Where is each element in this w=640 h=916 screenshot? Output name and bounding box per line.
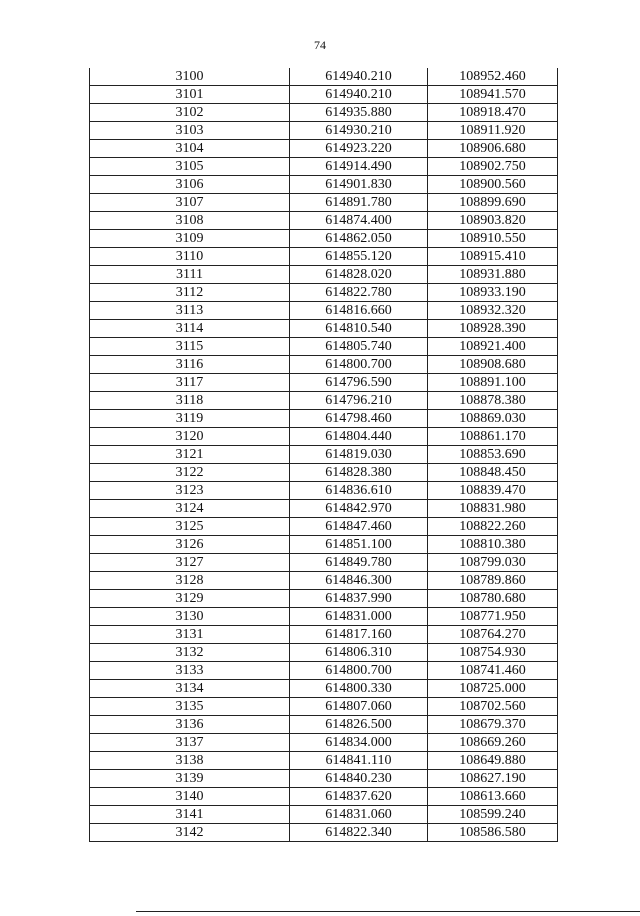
x-coordinate-cell: 614826.500 bbox=[290, 716, 428, 734]
point-number-cell: 3108 bbox=[90, 212, 290, 230]
y-coordinate-cell: 108831.980 bbox=[428, 500, 558, 518]
table-row bbox=[90, 752, 558, 770]
point-number-cell: 3100 bbox=[90, 68, 290, 86]
point-number-cell: 3124 bbox=[90, 500, 290, 518]
x-coordinate-cell: 614822.780 bbox=[290, 284, 428, 302]
x-coordinate-cell: 614796.210 bbox=[290, 392, 428, 410]
y-coordinate-cell: 108861.170 bbox=[428, 428, 558, 446]
y-coordinate-cell: 108702.560 bbox=[428, 698, 558, 716]
point-number-cell: 3106 bbox=[90, 176, 290, 194]
point-number-cell: 3111 bbox=[90, 266, 290, 284]
point-number-cell: 3105 bbox=[90, 158, 290, 176]
x-coordinate-cell: 614855.120 bbox=[290, 248, 428, 266]
x-coordinate-cell: 614840.230 bbox=[290, 770, 428, 788]
table-row bbox=[90, 392, 558, 410]
point-number-cell: 3130 bbox=[90, 608, 290, 626]
table-row bbox=[90, 770, 558, 788]
point-number-cell: 3139 bbox=[90, 770, 290, 788]
x-coordinate-cell: 614923.220 bbox=[290, 140, 428, 158]
y-coordinate-cell: 108910.550 bbox=[428, 230, 558, 248]
table-row bbox=[90, 536, 558, 554]
x-coordinate-cell: 614804.440 bbox=[290, 428, 428, 446]
point-number-cell: 3126 bbox=[90, 536, 290, 554]
x-coordinate-cell: 614836.610 bbox=[290, 482, 428, 500]
y-coordinate-cell: 108908.680 bbox=[428, 356, 558, 374]
y-coordinate-cell: 108848.450 bbox=[428, 464, 558, 482]
x-coordinate-cell: 614874.400 bbox=[290, 212, 428, 230]
x-coordinate-cell: 614822.340 bbox=[290, 824, 428, 842]
point-number-cell: 3125 bbox=[90, 518, 290, 536]
x-coordinate-cell: 614805.740 bbox=[290, 338, 428, 356]
y-coordinate-cell: 108915.410 bbox=[428, 248, 558, 266]
x-coordinate-cell: 614834.000 bbox=[290, 734, 428, 752]
point-number-cell: 3103 bbox=[90, 122, 290, 140]
y-coordinate-cell: 108799.030 bbox=[428, 554, 558, 572]
y-coordinate-cell: 108918.470 bbox=[428, 104, 558, 122]
y-coordinate-cell: 108869.030 bbox=[428, 410, 558, 428]
table-row bbox=[90, 176, 558, 194]
point-number-cell: 3138 bbox=[90, 752, 290, 770]
point-number-cell: 3142 bbox=[90, 824, 290, 842]
coordinate-table bbox=[89, 68, 558, 842]
table-row bbox=[90, 698, 558, 716]
point-number-cell: 3132 bbox=[90, 644, 290, 662]
table-row bbox=[90, 446, 558, 464]
y-coordinate-cell: 108853.690 bbox=[428, 446, 558, 464]
table-row bbox=[90, 500, 558, 518]
point-number-cell: 3114 bbox=[90, 320, 290, 338]
x-coordinate-cell: 614816.660 bbox=[290, 302, 428, 320]
x-coordinate-cell: 614901.830 bbox=[290, 176, 428, 194]
table-row bbox=[90, 590, 558, 608]
bottom-rule bbox=[136, 911, 640, 912]
y-coordinate-cell: 108599.240 bbox=[428, 806, 558, 824]
point-number-cell: 3116 bbox=[90, 356, 290, 374]
x-coordinate-cell: 614831.000 bbox=[290, 608, 428, 626]
x-coordinate-cell: 614862.050 bbox=[290, 230, 428, 248]
point-number-cell: 3127 bbox=[90, 554, 290, 572]
table-row bbox=[90, 194, 558, 212]
y-coordinate-cell: 108921.400 bbox=[428, 338, 558, 356]
x-coordinate-cell: 614837.620 bbox=[290, 788, 428, 806]
table-row bbox=[90, 716, 558, 734]
table-row bbox=[90, 68, 558, 86]
x-coordinate-cell: 614914.490 bbox=[290, 158, 428, 176]
point-number-cell: 3131 bbox=[90, 626, 290, 644]
table-row bbox=[90, 320, 558, 338]
x-coordinate-cell: 614842.970 bbox=[290, 500, 428, 518]
coordinate-table-body bbox=[90, 68, 558, 842]
table-row bbox=[90, 824, 558, 842]
table-row bbox=[90, 464, 558, 482]
point-number-cell: 3112 bbox=[90, 284, 290, 302]
point-number-cell: 3122 bbox=[90, 464, 290, 482]
point-number-cell: 3135 bbox=[90, 698, 290, 716]
point-number-cell: 3117 bbox=[90, 374, 290, 392]
y-coordinate-cell: 108900.560 bbox=[428, 176, 558, 194]
y-coordinate-cell: 108903.820 bbox=[428, 212, 558, 230]
point-number-cell: 3102 bbox=[90, 104, 290, 122]
table-row bbox=[90, 86, 558, 104]
y-coordinate-cell: 108933.190 bbox=[428, 284, 558, 302]
point-number-cell: 3104 bbox=[90, 140, 290, 158]
point-number-cell: 3128 bbox=[90, 572, 290, 590]
point-number-cell: 3129 bbox=[90, 590, 290, 608]
point-number-cell: 3107 bbox=[90, 194, 290, 212]
point-number-cell: 3141 bbox=[90, 806, 290, 824]
y-coordinate-cell: 108613.660 bbox=[428, 788, 558, 806]
table-row bbox=[90, 626, 558, 644]
table-row bbox=[90, 122, 558, 140]
table-row bbox=[90, 572, 558, 590]
y-coordinate-cell: 108669.260 bbox=[428, 734, 558, 752]
y-coordinate-cell: 108789.860 bbox=[428, 572, 558, 590]
point-number-cell: 3101 bbox=[90, 86, 290, 104]
x-coordinate-cell: 614800.330 bbox=[290, 680, 428, 698]
x-coordinate-cell: 614849.780 bbox=[290, 554, 428, 572]
point-number-cell: 3110 bbox=[90, 248, 290, 266]
y-coordinate-cell: 108810.380 bbox=[428, 536, 558, 554]
x-coordinate-cell: 614851.100 bbox=[290, 536, 428, 554]
point-number-cell: 3118 bbox=[90, 392, 290, 410]
y-coordinate-cell: 108878.380 bbox=[428, 392, 558, 410]
table-row bbox=[90, 734, 558, 752]
x-coordinate-cell: 614806.310 bbox=[290, 644, 428, 662]
table-row bbox=[90, 410, 558, 428]
y-coordinate-cell: 108941.570 bbox=[428, 86, 558, 104]
table-row bbox=[90, 788, 558, 806]
y-coordinate-cell: 108649.880 bbox=[428, 752, 558, 770]
table-row bbox=[90, 338, 558, 356]
table-row bbox=[90, 230, 558, 248]
table-row bbox=[90, 374, 558, 392]
point-number-cell: 3120 bbox=[90, 428, 290, 446]
y-coordinate-cell: 108627.190 bbox=[428, 770, 558, 788]
y-coordinate-cell: 108725.000 bbox=[428, 680, 558, 698]
y-coordinate-cell: 108586.580 bbox=[428, 824, 558, 842]
table-row bbox=[90, 662, 558, 680]
table-row bbox=[90, 644, 558, 662]
page-number: 74 bbox=[314, 38, 326, 52]
x-coordinate-cell: 614807.060 bbox=[290, 698, 428, 716]
y-coordinate-cell: 108754.930 bbox=[428, 644, 558, 662]
y-coordinate-cell: 108771.950 bbox=[428, 608, 558, 626]
point-number-cell: 3133 bbox=[90, 662, 290, 680]
point-number-cell: 3134 bbox=[90, 680, 290, 698]
x-coordinate-cell: 614837.990 bbox=[290, 590, 428, 608]
point-number-cell: 3113 bbox=[90, 302, 290, 320]
y-coordinate-cell: 108952.460 bbox=[428, 68, 558, 86]
table-row bbox=[90, 104, 558, 122]
point-number-cell: 3136 bbox=[90, 716, 290, 734]
point-number-cell: 3137 bbox=[90, 734, 290, 752]
point-number-cell: 3123 bbox=[90, 482, 290, 500]
table-row bbox=[90, 248, 558, 266]
point-number-cell: 3115 bbox=[90, 338, 290, 356]
table-row bbox=[90, 302, 558, 320]
x-coordinate-cell: 614800.700 bbox=[290, 356, 428, 374]
x-coordinate-cell: 614819.030 bbox=[290, 446, 428, 464]
x-coordinate-cell: 614847.460 bbox=[290, 518, 428, 536]
point-number-cell: 3121 bbox=[90, 446, 290, 464]
x-coordinate-cell: 614817.160 bbox=[290, 626, 428, 644]
x-coordinate-cell: 614940.210 bbox=[290, 68, 428, 86]
x-coordinate-cell: 614846.300 bbox=[290, 572, 428, 590]
point-number-cell: 3119 bbox=[90, 410, 290, 428]
table-row bbox=[90, 140, 558, 158]
table-row bbox=[90, 284, 558, 302]
x-coordinate-cell: 614810.540 bbox=[290, 320, 428, 338]
y-coordinate-cell: 108780.680 bbox=[428, 590, 558, 608]
x-coordinate-cell: 614930.210 bbox=[290, 122, 428, 140]
table-row bbox=[90, 554, 558, 572]
point-number-cell: 3109 bbox=[90, 230, 290, 248]
table-row bbox=[90, 356, 558, 374]
x-coordinate-cell: 614940.210 bbox=[290, 86, 428, 104]
y-coordinate-cell: 108822.260 bbox=[428, 518, 558, 536]
table-row bbox=[90, 518, 558, 536]
table-row bbox=[90, 482, 558, 500]
y-coordinate-cell: 108679.370 bbox=[428, 716, 558, 734]
x-coordinate-cell: 614935.880 bbox=[290, 104, 428, 122]
x-coordinate-cell: 614828.380 bbox=[290, 464, 428, 482]
table-row bbox=[90, 158, 558, 176]
coordinate-table-container bbox=[89, 68, 557, 842]
table-row bbox=[90, 608, 558, 626]
y-coordinate-cell: 108764.270 bbox=[428, 626, 558, 644]
x-coordinate-cell: 614798.460 bbox=[290, 410, 428, 428]
y-coordinate-cell: 108906.680 bbox=[428, 140, 558, 158]
y-coordinate-cell: 108899.690 bbox=[428, 194, 558, 212]
table-row bbox=[90, 680, 558, 698]
table-row bbox=[90, 266, 558, 284]
y-coordinate-cell: 108891.100 bbox=[428, 374, 558, 392]
x-coordinate-cell: 614828.020 bbox=[290, 266, 428, 284]
y-coordinate-cell: 108902.750 bbox=[428, 158, 558, 176]
point-number-cell: 3140 bbox=[90, 788, 290, 806]
x-coordinate-cell: 614800.700 bbox=[290, 662, 428, 680]
table-row bbox=[90, 428, 558, 446]
x-coordinate-cell: 614841.110 bbox=[290, 752, 428, 770]
y-coordinate-cell: 108931.880 bbox=[428, 266, 558, 284]
table-row bbox=[90, 212, 558, 230]
y-coordinate-cell: 108741.460 bbox=[428, 662, 558, 680]
x-coordinate-cell: 614796.590 bbox=[290, 374, 428, 392]
table-row bbox=[90, 806, 558, 824]
y-coordinate-cell: 108839.470 bbox=[428, 482, 558, 500]
x-coordinate-cell: 614891.780 bbox=[290, 194, 428, 212]
y-coordinate-cell: 108932.320 bbox=[428, 302, 558, 320]
y-coordinate-cell: 108928.390 bbox=[428, 320, 558, 338]
y-coordinate-cell: 108911.920 bbox=[428, 122, 558, 140]
x-coordinate-cell: 614831.060 bbox=[290, 806, 428, 824]
